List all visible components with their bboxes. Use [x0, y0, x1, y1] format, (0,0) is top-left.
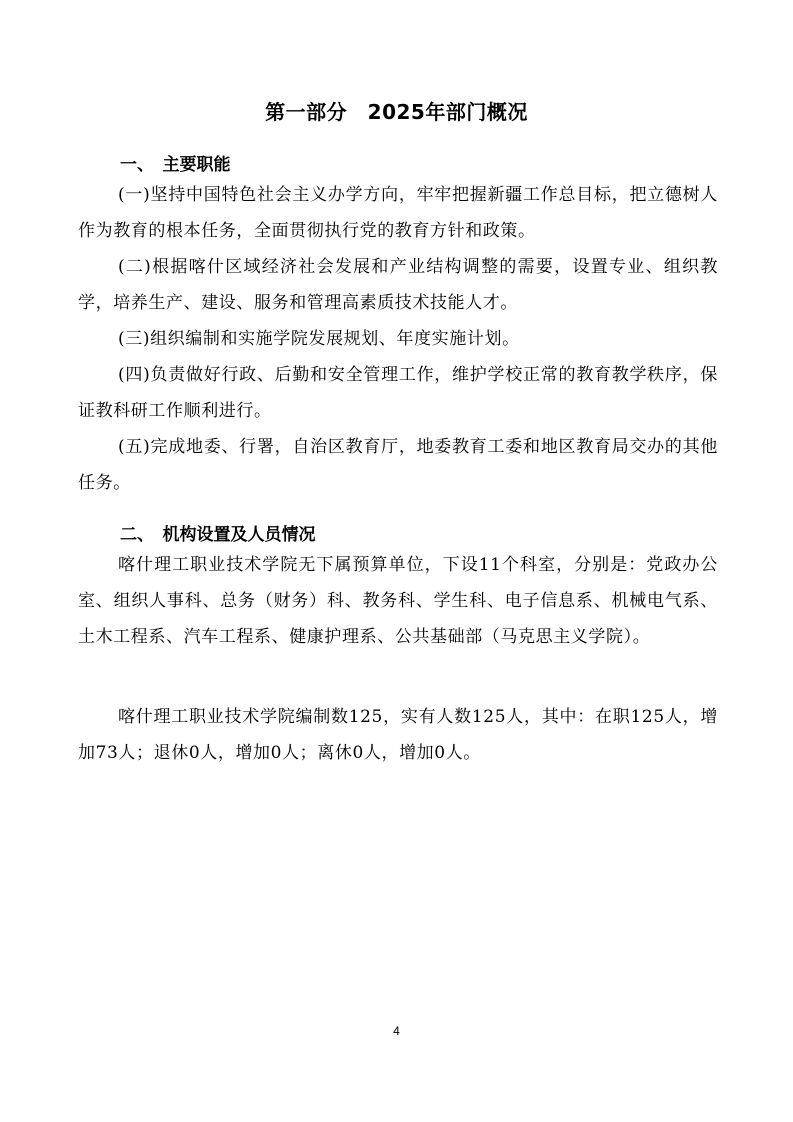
function-item-3: (三)组织编制和实施学院发展规划、年度实施计划。 — [118, 329, 520, 349]
function-item-5: (五)完成地委、行署，自治区教育厅，地委教育工委和地区教育局交办的其他任务。 — [78, 437, 718, 493]
function-item-2: (二)根据喀什区域经济社会发展和产业结构调整的需要，设置专业、组织教学，培养生产、建设、服务和管理高素质技术技能人才。 — [78, 257, 718, 313]
organization-paragraph: 喀什理工职业技术学院无下属预算单位，下设11个科室，分别是：党政办公室、组织人事科、总务（财务）科、教务科、学生科、电子信息系、机械电气系、土木工程系、汽车工程系、健康护理系、公共基础部（马克思主义学院）。 — [78, 555, 718, 647]
section-heading-main-functions: 一、 主要职能 — [120, 155, 231, 175]
staffing-paragraph: 喀什理工职业技术学院编制数125，实有人数125人，其中：在职125人，增加73人；退休0人，增加0人；离休0人，增加0人。 — [78, 707, 718, 763]
section-heading-organization: 二、 机构设置及人员情况 — [120, 525, 316, 545]
function-item-4: (四)负责做好行政、后勤和安全管理工作，维护学校正常的教育教学秩序，保证教科研工作顺利进行。 — [78, 365, 718, 421]
page-title: 第一部分 2025年部门概况 — [265, 100, 528, 124]
page-number: 4 — [393, 1024, 400, 1038]
function-item-1: (一)坚持中国特色社会主义办学方向，牢牢把握新疆工作总目标，把立德树人作为教育的根本任务，全面贯彻执行党的教育方针和政策。 — [78, 185, 718, 241]
